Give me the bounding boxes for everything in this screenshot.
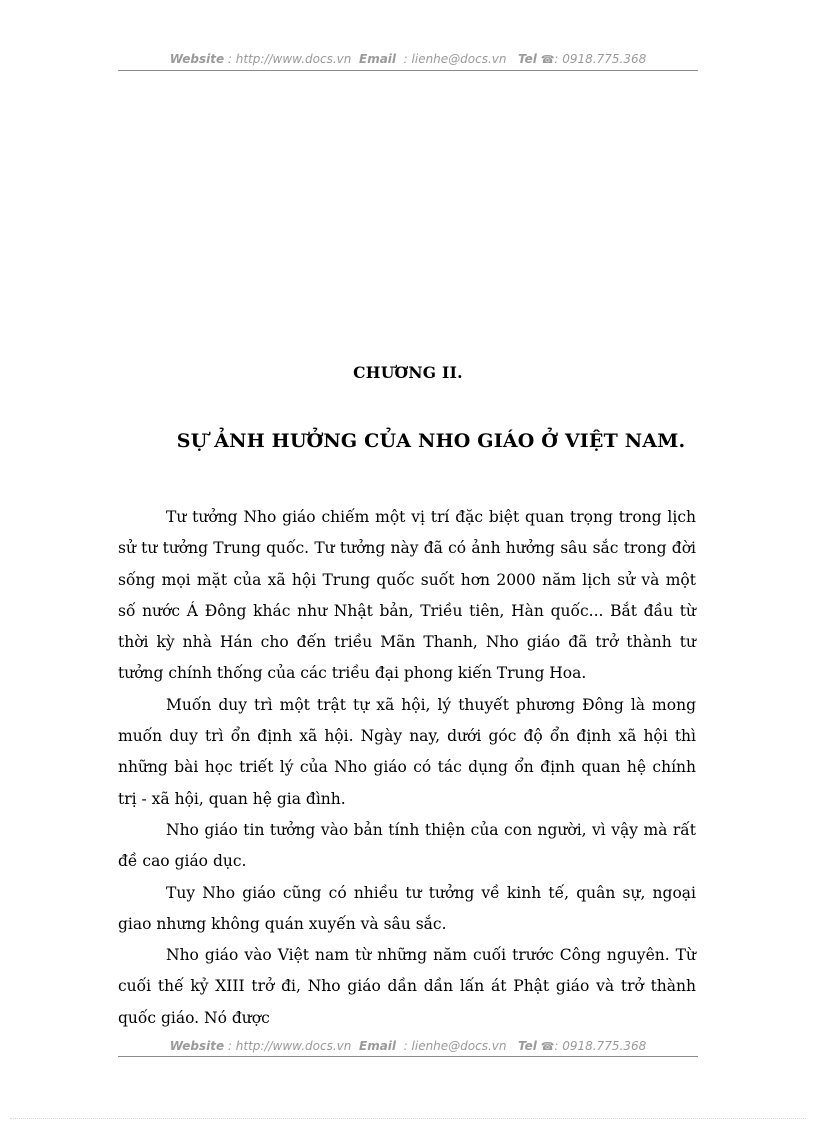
body-text (118, 502, 696, 1034)
paragraph-2: Muốn duy trì một trật tự xã hội, lý thuyết phương Đông là mong muốn duy trì ổn định xã hội. Ngày nay, dưới góc độ ổn định xã hội thì những bài học triết lý của Nho giáo có tác dụng ổn định quan hệ chính trị - xã hội, quan hệ gia đình. (118, 695, 696, 808)
header-website-value: : http://www.docs.vn (227, 52, 352, 66)
paragraph-5: Nho giáo vào Việt nam từ những năm cuối trước Công nguyên. Từ cuối thế kỷ XIII trở đi, Nho giáo dần dần lấn át Phật giáo và trở thành quốc giáo. Nó được (118, 946, 696, 1027)
header-email-label: Email (359, 52, 397, 66)
chapter-label: CHƯƠNG II. (353, 363, 463, 382)
page-bottom-border (10, 1118, 806, 1119)
page-footer (118, 1039, 698, 1053)
paragraph-3: Nho giáo tin tưởng vào bản tính thiện của con người, vì vậy mà rất đề cao giáo dục. (118, 820, 696, 871)
chapter-title: SỰ ẢNH HƯỞNG CỦA NHO GIÁO Ở VIỆT NAM. (176, 430, 686, 452)
footer-website-value: : http://www.docs.vn (227, 1039, 352, 1053)
footer-email-label: Email (359, 1039, 397, 1053)
header-divider (118, 70, 698, 71)
paragraph-1: Tư tưởng Nho giáo chiếm một vị trí đặc biệt quan trọng trong lịch sử tư tưởng Trung quốc. Tư tưởng này đã có ảnh hưởng sâu sắc trong đời sống mọi mặt của xã hội Trung quốc suốt hơn 2000 năm lịch sử và một số nước Á Đông khác như Nhật bản, Triều tiên, Hàn quốc... Bắt đầu từ thời kỳ nhà Hán cho đến triều Mãn Thanh, Nho giáo đã trở thành tư tưởng chính thống của các triều đại phong kiến Trung Hoa. (118, 508, 696, 683)
header-email-value: : lienhe@docs.vn (403, 52, 507, 66)
header-tel-label: Tel (517, 52, 537, 66)
footer-website-label: Website (169, 1039, 225, 1053)
footer-email-value: : lienhe@docs.vn (403, 1039, 507, 1053)
footer-tel-label: Tel (517, 1039, 537, 1053)
phone-icon: ☎ (540, 53, 555, 66)
header-website-label: Website (169, 52, 225, 66)
phone-icon: ☎ (540, 1040, 555, 1053)
header-tel-value: : 0918.775.368 (554, 52, 647, 66)
footer-tel-value: : 0918.775.368 (554, 1039, 647, 1053)
paragraph-4: Tuy Nho giáo cũng có nhiều tư tưởng về kinh tế, quân sự, ngoại giao nhưng không quán xuyến và sâu sắc. (118, 883, 696, 933)
footer-divider (118, 1056, 698, 1057)
page-header (118, 52, 698, 66)
